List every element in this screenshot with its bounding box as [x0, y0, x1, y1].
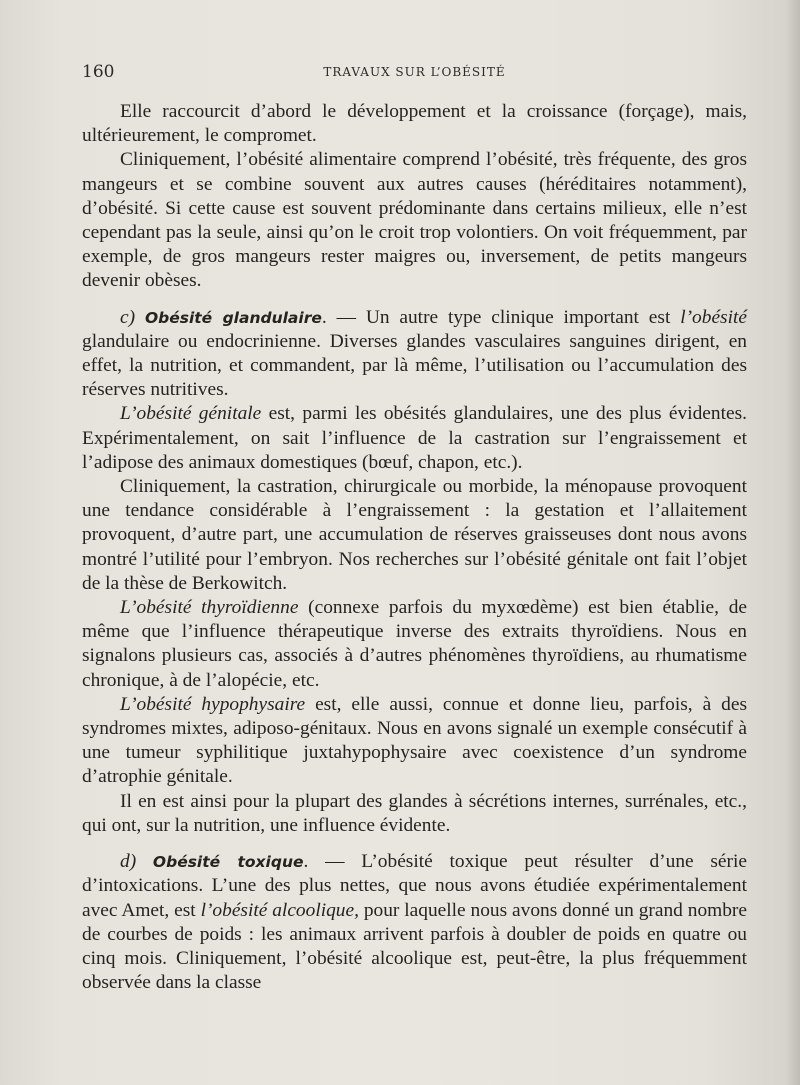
section-c-letter: c)	[120, 306, 136, 328]
page-edge-shadow	[786, 0, 800, 1085]
section-d-text-after: pour laquelle nous avons donné un grand nombre de courbes de poids : les animaux arrivent parfois à doubler de poids en quatre ou cinq mois. Cliniquement, l’obésité alcoolique est, peut-être, la plus fréquemment observée dans la classe	[82, 899, 747, 994]
paragraph-surrenales	[82, 790, 747, 838]
section-d-emphasis: l’obésité alcoolique,	[200, 899, 359, 921]
obesite-genitale-term: L’obésité génitale	[120, 403, 262, 425]
obesite-hypophysaire-term: L’obésité hypophysaire	[120, 693, 306, 715]
section-d-dash: . —	[303, 851, 362, 873]
obesite-hypophysaire-text: est, elle aussi, connue et donne lieu, parfois, à des syndromes mixtes, adiposo-génitaux. Nous en avons signalé un exemple consécutif à une tumeur syphilitique juxtahypophysaire avec coexistence d’un syndrome d’atrophie génitale.	[82, 693, 747, 788]
paragraph-castration-text: Cliniquement, la castration, chirurgicale ou morbide, la ménopause provoquent une tendance considérable à l’engraissement : la gestation et l’allaitement provoquent, d’autre part, une accumulation de réserves graisseuses dont nous avons montré l’utilité pour l’embryon. Nos recherches sur l’obésité génitale ont fait l’objet de la thèse de Berkowitch.	[82, 476, 747, 594]
section-c-emphasis: l’obésité	[680, 306, 747, 328]
section-d-text-before: L’obésité toxique peut résulter d’une série d’intoxications. L’une des plus nettes, que nous avons étudiée expérimentalement avec Amet, est	[82, 851, 747, 921]
obesite-genitale-text: est, parmi les obésités glandulaires, une des plus évidentes. Expérimentalement, on sait l’influence de la castration sur l’engraissement et l’adipose des animaux domestiques (bœuf, chapon, etc.).	[82, 403, 747, 473]
paragraph-castration	[82, 475, 747, 596]
section-d-paragraph	[82, 850, 747, 995]
section-d-title: Obésité toxique	[152, 853, 304, 872]
obesite-thyroidienne-term: L’obésité thyroïdienne	[120, 597, 299, 619]
section-c-title: Obésité glandulaire	[144, 308, 322, 327]
section-c-text-after: glandulaire ou endocrinienne. Diverses glandes vasculaires sanguines dirigent, en effet, la nutrition, et commandent, par là même, l’utilisation ou l’accumulation des réserves nutritives.	[82, 330, 747, 401]
section-c-paragraph	[82, 306, 747, 403]
body-text	[82, 100, 747, 995]
paragraph-obesite-hypophysaire	[82, 693, 747, 790]
paragraph-obesite-alimentaire	[82, 148, 747, 293]
page-header	[82, 62, 747, 86]
paragraph-obesite-genitale	[82, 402, 747, 475]
section-c-dash: . —	[321, 306, 366, 328]
page-number: 160	[82, 62, 115, 82]
section-c-text-before: Un autre type clinique important est	[365, 306, 681, 328]
paragraph-obesite-alimentaire-text: Cliniquement, l’obésité alimentaire comprend l’obésité, très fréquente, des gros mangeurs et se combine souvent aux autres causes (héréditaires notamment), d’obésité. Si cette cause est souvent prédominante dans certains milieux, elle n’est cependant pas la seule, ainsi qu’on le croit trop volontiers. On voit fréquemment, par exemple, de gros mangeurs rester maigres ou, inversement, de petits mangeurs devenir obèses.	[82, 149, 747, 292]
paragraph-forcage-text: Elle raccourcit d’abord le développement et la croissance (forçage), mais, ultérieurement, le compromet.	[82, 101, 747, 147]
paragraph-obesite-thyroidienne	[82, 596, 747, 693]
paragraph-surrenales-text: Il en est ainsi pour la plupart des glandes à sécrétions internes, surrénales, etc., qui ont, sur la nutrition, une influence évidente.	[82, 790, 747, 836]
section-d-letter: d)	[120, 851, 137, 873]
paragraph-forcage	[82, 100, 747, 148]
running-head: TRAVAUX SUR L’OBÉSITÉ	[323, 65, 506, 79]
obesite-thyroidienne-text: (connexe parfois du myxœdème) est bien établie, de même que l’influence thérapeutique inverse des extraits thyroïdiens. Nous en signalons plusieurs cas, associés à d’autres phénomènes thyroïdiens, au rhumatisme chronique, à de l’alopécie, etc.	[82, 597, 747, 691]
